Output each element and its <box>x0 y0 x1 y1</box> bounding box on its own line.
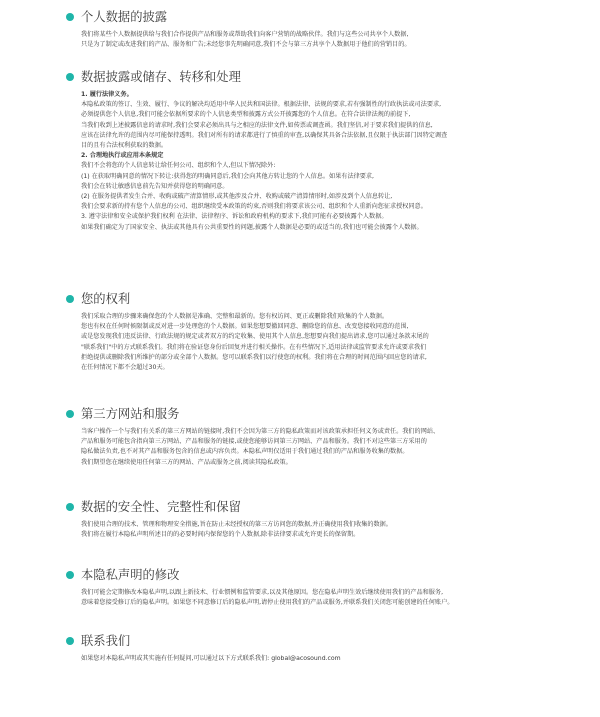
paragraph-line: 1. 履行法律义务。 <box>81 91 133 98</box>
paragraph-line: 必须提供您个人信息,我们可能会依据所要求的个人信息类型和披露方式公开披露您的个人信息。在符合法律法规的前提下, <box>81 111 411 119</box>
section-title: 您的权利 <box>81 292 131 306</box>
section-body <box>0 312 596 373</box>
paragraph-line: 意味着您接受修订后的隐私声明。如果您不同意修订后的隐私声明,请停止使用我们的产品或服务,并联系我们关闭您可能创建的任何账户。 <box>81 599 454 607</box>
section-title: 数据的安全性、完整性和保留 <box>81 500 241 514</box>
section-policy-changes <box>0 566 600 608</box>
paragraph-line: 产品和服务可能包含指向第三方网站、产品和服务的链接,或使您能够访问第三方网站、产品和服务。我们不对这些第三方采用的 <box>81 438 427 446</box>
paragraph-line: 或是您发现我们违反法律、行政法规的规定或者双方的约定收集、使用其个人信息,您想要向我们提出请求,您可以通过条款末尾的 <box>81 333 429 341</box>
section-body <box>0 30 596 50</box>
section-title: 本隐私声明的修改 <box>81 568 180 582</box>
paragraph-line: 2. 合理地执行或应用本条规定 <box>81 152 164 160</box>
paragraph-line: 如果我们确定为了国家安全、执法或其他具有公共重要性的问题,披露个人数据是必要的或适当的,我们也可能会披露个人数据。 <box>81 223 423 231</box>
teal-dot-icon <box>66 13 74 21</box>
paragraph-line: 我们不会将您的个人信息转让给任何公司、组织和个人,但以下情况除外: <box>81 162 276 170</box>
section-data-security <box>0 498 600 540</box>
teal-dot-icon <box>66 295 74 303</box>
teal-dot-icon <box>66 571 74 579</box>
paragraph-line: 拒绝提供或删除我们所维护的部分或全部个人数据。您可以联系我们以行使您的权利。我们将在合理的时间范围内回应您的请求, <box>81 353 427 361</box>
teal-dot-icon <box>66 410 74 418</box>
paragraph-line: 只是为了制定或改进我们的产品、服务和广告;未经您事先明确同意,我们不会与第三方共享个人数据用于他们的营销目的。 <box>81 41 411 49</box>
paragraph-line: 我们采取合理的步骤来确保您的个人数据是准确、完整和最新的。您有权访问、更正或删除我们收集的个人数据。 <box>81 313 389 320</box>
section-title: 第三方网站和服务 <box>81 407 180 421</box>
paragraph-line: 我们将某些个人数据提供给与我们合作提供产品和服务或帮助我们向客户营销的战略伙伴。我们与这些公司共享个人数据, <box>81 31 409 38</box>
section-body <box>0 588 596 608</box>
section-title: 联系我们 <box>81 634 131 648</box>
paragraph-line: (1) 在获取明确同意的情况下转让:获得您的明确同意后,我们会向其他方转让您的个人信息。如果有法律要求, <box>81 172 374 180</box>
section-your-rights <box>0 290 600 373</box>
paragraph-line: 3. 遵守法律和安全或保护我们权利 在法律、法律程序、诉讼和政府机构的要求下,我们可能有必要披露个人数据。 <box>81 213 388 221</box>
section-body <box>0 427 596 468</box>
section-personal-data-disclosure <box>0 8 600 50</box>
section-body <box>0 520 596 540</box>
paragraph-line: 您也有权在任何时候限制或反对进一步处理您的个人数据。如果您想要撤回同意、删除您的信息、改变您接收同意的范围, <box>81 323 409 331</box>
paragraph-line: (2) 在服务提供者发生合并、收购或破产清算情形,或其他涉及合并、收购或破产清算情形时,如涉及到个人信息转让, <box>81 193 393 201</box>
paragraph-line: 当客户操作一个与我们有关系的第三方网站的链接时,我们不会因为第三方的隐私政策而对该政策承担任何义务或责任。我们的网站、 <box>81 428 440 435</box>
paragraph-line: 在任何情况下都不会超过30天。 <box>81 364 169 372</box>
paragraph-line: 我们可能会定期修改本隐私声明,以跟上新技术、行业惯例和监管要求,以及其他原因。您在隐私声明生效后继续使用我们的产品和服务, <box>81 589 444 596</box>
teal-dot-icon <box>66 637 74 645</box>
paragraph-line: 应该在法律允许的范围内尽可能保持透明。我们对所有的请求都进行了慎重的审查,以确保其具备合法依据,且仅限于执法部门因特定调查 <box>81 131 448 139</box>
section-title: 个人数据的披露 <box>81 10 168 24</box>
paragraph-line: 本隐私政策的签订、生效、履行、争议的解决均适用中华人民共和国法律。根据法律、法规的要求,若有强制性的行政执法或司法要求, <box>81 101 442 109</box>
section-title: 数据披露或储存、转移和处理 <box>81 70 241 84</box>
section-body <box>0 90 596 233</box>
paragraph-line: 当我们收到上述披露信息的请求时,我们会要求必须出具与之相应的法律文件,如传票或调查函。我们坚信,对于要求我们提供的信息, <box>81 121 433 129</box>
paragraph-line: 我们期望您在继续使用任何第三方的网站、产品或服务之前,阅读其隐私政策。 <box>81 458 292 466</box>
contact-line: 如果您对本隐私声明或其实施有任何疑问,可以通过以下方式联系我们: global@acosound.com <box>81 655 341 662</box>
section-data-transfer <box>0 68 600 233</box>
paragraph-line: 隐私做法负责,也不对其产品和服务包含的信息或内容负责。本隐私声明仅适用于我们通过我们的产品和服务收集的数据。 <box>81 448 409 456</box>
section-third-party <box>0 405 600 468</box>
paragraph-line: 我们将在履行本隐私声明所述目的的必要时间内保留您的个人数据,除非法律要求或允许更长的保留期。 <box>81 531 360 539</box>
teal-dot-icon <box>66 503 74 511</box>
paragraph-line: 我们会要求新的持有您个人信息的公司、组织继续受本政策的约束,否则我们将要求该公司、组织和个人重新向您征求授权同意。 <box>81 203 427 211</box>
teal-dot-icon <box>66 73 74 81</box>
paragraph-line: 我们使用合理的技术、管理和物理安全措施,旨在防止未经授权的第三方访问您的数据,并正确使用我们收集的数据。 <box>81 521 392 528</box>
paragraph-line: "联系我们"中的方式联系我们。我们将在验证您身份后回复并进行相关操作。在有些情况下,适用法律或监管要求允许或要求我们 <box>81 343 427 351</box>
paragraph-line: 目的且有合法权利获取的数据。 <box>81 142 167 150</box>
section-contact-us <box>0 632 600 664</box>
section-body <box>0 654 596 664</box>
paragraph-line: 我们会在转让敏感信息前先告知并获得您的明确同意。 <box>81 182 229 190</box>
